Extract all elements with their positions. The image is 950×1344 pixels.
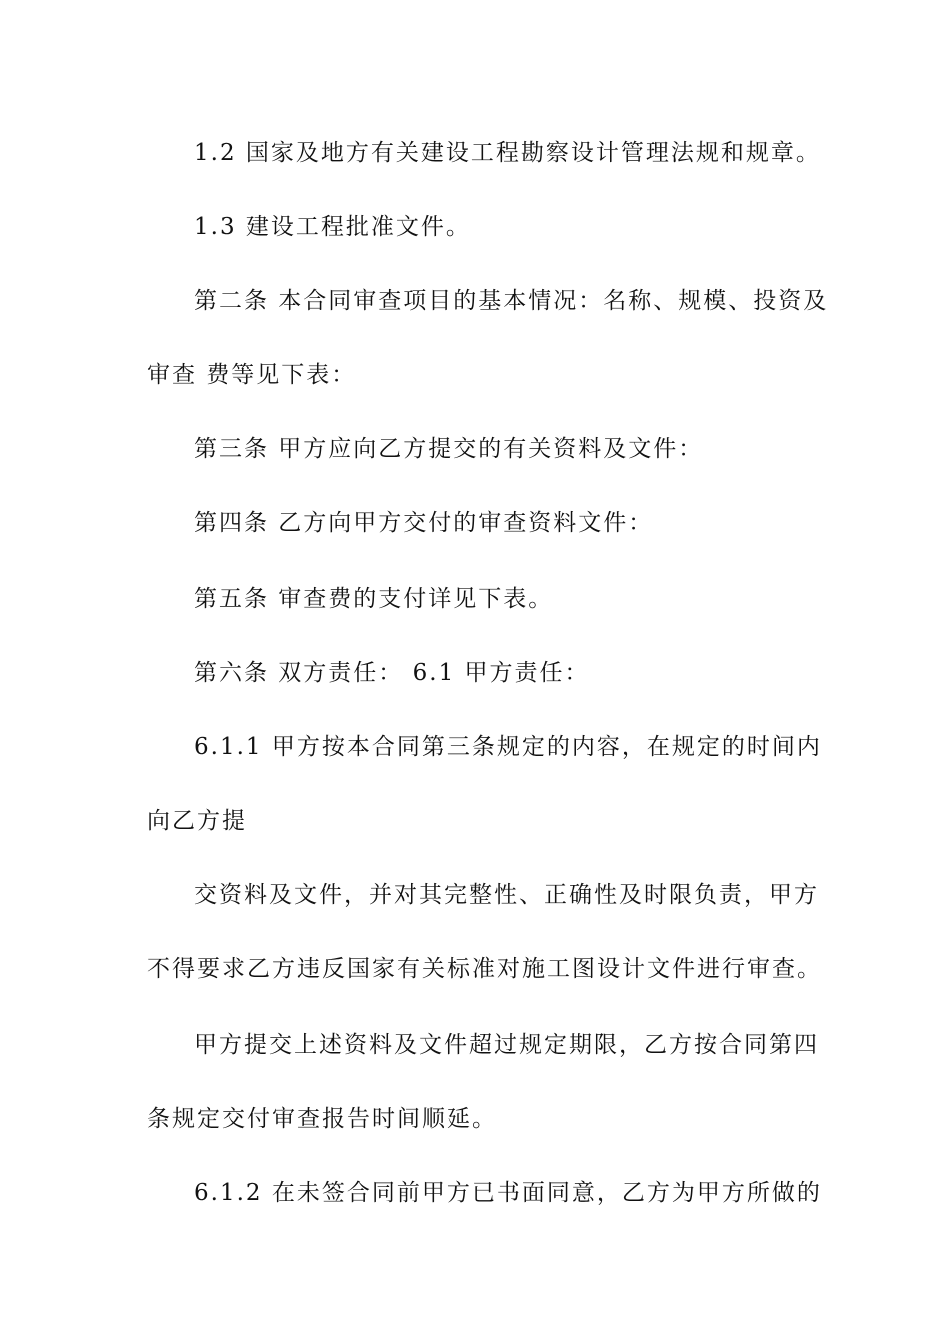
clause-6-1-1-line-1: 6.1.1 甲方按本合同第三条规定的内容，在规定的时间内 xyxy=(194,734,822,760)
article-3: 第三条 甲方应向乙方提交的有关资料及文件： xyxy=(194,436,704,462)
article-4: 第四条 乙方向甲方交付的审查资料文件： xyxy=(194,510,654,536)
paragraph-delay-line-2: 条规定交付审查报告时间顺延。 xyxy=(147,1106,497,1132)
article-5: 第五条 审查费的支付详见下表。 xyxy=(194,586,554,612)
clause-6-1-2-line-1: 6.1.2 在未签合同前甲方已书面同意，乙方为甲方所做的 xyxy=(194,1180,822,1206)
article-6: 第六条 双方责任： 6.1 甲方责任： xyxy=(194,660,590,686)
article-2-line-2: 审查 费等见下表： xyxy=(147,362,357,388)
paragraph-delay-line-1: 甲方提交上述资料及文件超过规定期限，乙方按合同第四 xyxy=(194,1032,819,1058)
article-2-line-1: 第二条 本合同审查项目的基本情况：名称、规模、投资及 xyxy=(194,288,829,314)
clause-6-1-1-line-3: 交资料及文件，并对其完整性、正确性及时限负责，甲方 xyxy=(194,882,819,908)
paragraph-1-3: 1.3 建设工程批准文件。 xyxy=(194,214,471,240)
clause-6-1-1-line-2: 向乙方提 xyxy=(147,808,247,834)
clause-6-1-1-line-4: 不得要求乙方违反国家有关标准对施工图设计文件进行审查。 xyxy=(147,956,822,982)
paragraph-1-2: 1.2 国家及地方有关建设工程勘察设计管理法规和规章。 xyxy=(194,140,821,166)
